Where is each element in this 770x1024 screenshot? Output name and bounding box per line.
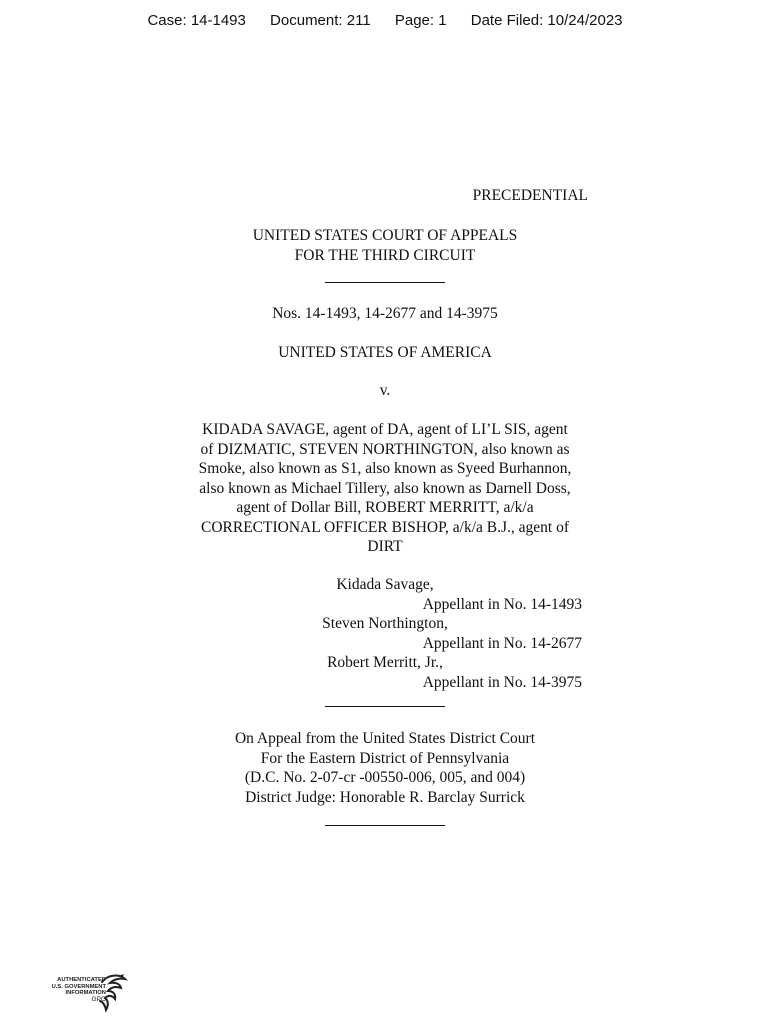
- date-filed: Date Filed: 10/24/2023: [470, 12, 623, 29]
- defendant-line: also known as Michael Tillery, also known as Darnell Doss,: [199, 479, 571, 497]
- versus: v.: [379, 382, 391, 399]
- appellant-role: Appellant in No. 14-1493: [422, 595, 582, 613]
- appellant-role: Appellant in No. 14-2677: [422, 634, 582, 652]
- appeal-info: [186, 729, 584, 807]
- appeal-line-3: (D.C. No. 2-07-cr -00550-006, 005, and 004): [244, 769, 526, 786]
- divider-3: [325, 825, 445, 826]
- defendant-line: CORRECTIONAL OFFICER BISHOP, a/k/a B.J., agent of: [201, 518, 569, 536]
- defendant-line: KIDADA SAVAGE, agent of DA, agent of LI’L SIS, agent: [202, 421, 568, 438]
- seal-text: AUTHENTICATED U.S. GOVERNMENT INFORMATION GPO: [51, 977, 106, 1003]
- appeal-line-1: On Appeal from the United States District Court: [234, 730, 536, 747]
- case-number: Case: 14-1493: [147, 12, 246, 29]
- defendant-line: DIRT: [367, 538, 403, 555]
- appellant-name: Robert Merritt, Jr.,: [327, 654, 443, 671]
- appeal-line-4: District Judge: Honorable R. Barclay Surrick: [245, 788, 525, 806]
- defendant-line: agent of Dollar Bill, ROBERT MERRITT, a/k/a: [236, 499, 534, 516]
- defendant-line: of DIZMATIC, STEVEN NORTHINGTON, also known as: [200, 440, 570, 458]
- gpo-authentication-seal: [40, 972, 130, 1016]
- appellant-name: Steven Northington,: [322, 615, 448, 632]
- page-number: Page: 1: [394, 12, 447, 29]
- appeal-line-2: For the Eastern District of Pennsylvania: [260, 749, 510, 767]
- divider-1: [325, 282, 445, 283]
- document-number: Document: 211: [270, 12, 371, 29]
- defendants: [186, 420, 584, 557]
- docket-header: [0, 12, 770, 29]
- appellant-role: Appellant in No. 14-3975: [422, 673, 582, 691]
- opinion-type: PRECEDENTIAL: [472, 187, 588, 204]
- case-numbers: Nos. 14-1493, 14-2677 and 14-3975: [272, 305, 498, 322]
- court-line-2: FOR THE THIRD CIRCUIT: [294, 246, 476, 264]
- plaintiff: UNITED STATES OF AMERICA: [278, 344, 492, 361]
- divider-2: [325, 706, 445, 707]
- eagle-icon: [98, 972, 128, 1016]
- defendant-line: Smoke, also known as S1, also known as Syeed Burhannon,: [198, 460, 572, 477]
- appellants-list: [186, 575, 584, 692]
- court-name: [186, 226, 584, 265]
- court-line-1: UNITED STATES COURT OF APPEALS: [252, 227, 518, 244]
- appellant-name: Kidada Savage,: [336, 576, 434, 593]
